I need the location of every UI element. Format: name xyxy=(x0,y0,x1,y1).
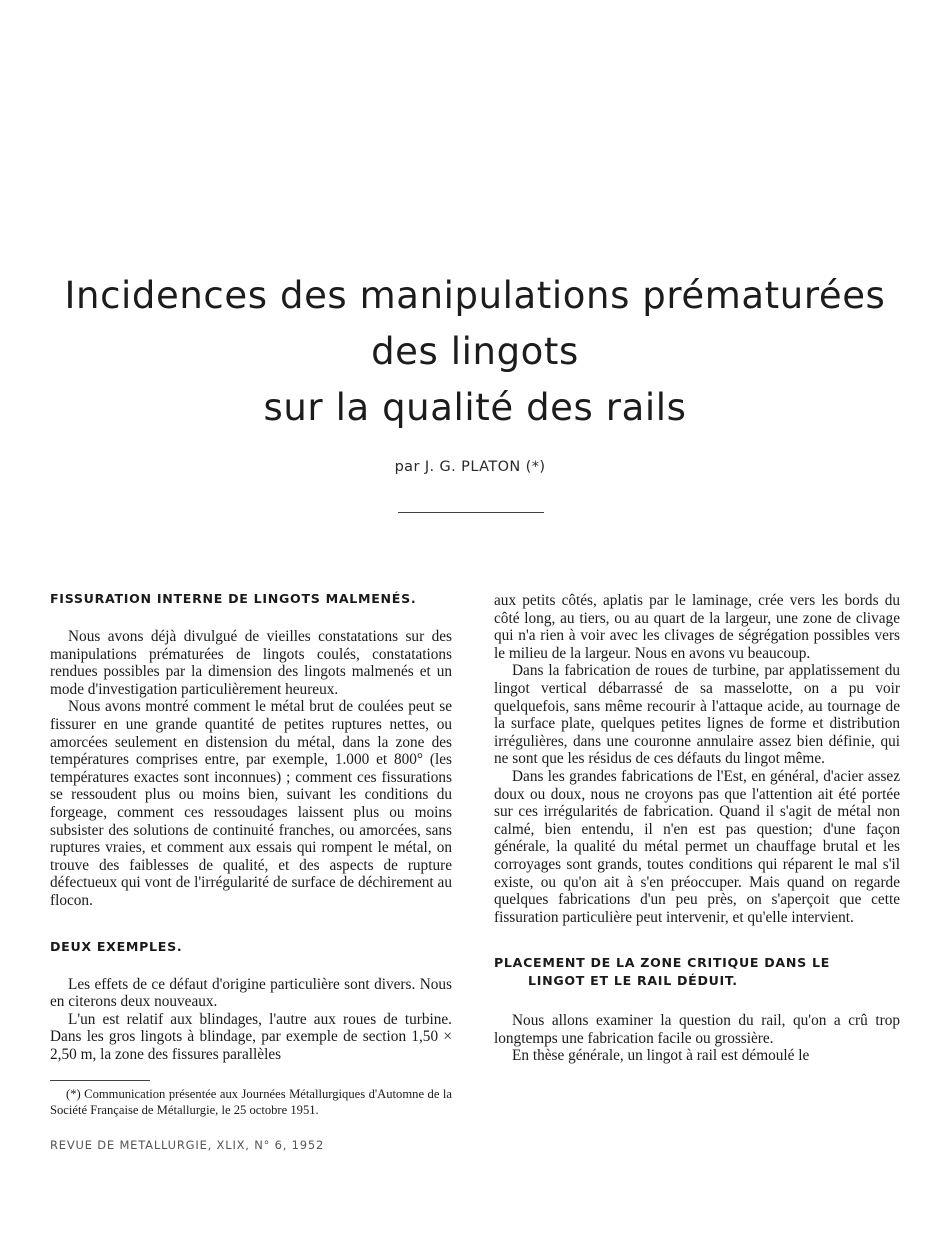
paragraph: Nous allons examiner la question du rail, qu'on a crû trop longtemps une fabrication facile ou grossière. xyxy=(494,1012,900,1047)
journal-reference: REVUE DE METALLURGIE, XLIX, N° 6, 1952 xyxy=(50,1138,325,1152)
section-heading-exemples: DEUX EXEMPLES. xyxy=(50,938,183,954)
title-line-1: Incidences des manipulations prématurées xyxy=(64,274,886,317)
title-line-2: des lingots xyxy=(371,330,579,373)
article-title xyxy=(40,268,910,436)
paragraph: Nous avons montré comment le métal brut de coulées peut se fissurer en une grande quantité de petites ruptures nettes, ou amorcées seulement en distension du métal, dans la zone des températures comprises entre, par exemple, 1.000 et 800° (les températures exactes sont inconnues) ; comment ces fissurations se ressoudent plus ou moins bien, suivant les conditions du forgeage, comment ces ressoudages laissent plus ou moins subsister des solutions de continuité franches, ou amorcées, sans ruptures vraies, et comment aux essais qui rompent le métal, on trouve des faiblesses de qualité, et des aspects de rupture défectueux qui vont de l'irrégularité de surface de déchirement au flocon. xyxy=(50,698,452,909)
section-heading-fissuration: FISSURATION INTERNE DE LINGOTS MALMENÉS. xyxy=(50,591,417,606)
heading-line-1: PLACEMENT DE LA ZONE CRITIQUE DANS LE xyxy=(494,955,831,971)
title-divider xyxy=(398,512,544,513)
footnote-divider xyxy=(50,1080,150,1081)
left-column xyxy=(50,590,452,1063)
heading-line-2: LINGOT ET LE RAIL DÉDUIT. xyxy=(528,973,738,989)
paragraph: Nous avons déjà divulgué de vieilles constatations sur des manipulations prématurées de lingots coulés, constatations rendues possibles par la dimension des lingots malmenés et un mode d'investigation particulièrement heureux. xyxy=(50,628,452,698)
paragraph: aux petits côtés, aplatis par le laminage, crée vers les bords du côté long, au tiers, ou au quart de la largeur, une zone de clivage qui n'a rien à voir avec les clivages de ségrégation possibles vers le milieu de la largeur. Nous en avons vu beaucoup. xyxy=(494,592,900,662)
right-column xyxy=(494,592,900,1065)
paragraph: Les effets de ce défaut d'origine particulière sont divers. Nous en citerons deux nouveaux. xyxy=(50,975,452,1011)
paragraph: Dans les grandes fabrications de l'Est, en général, d'acier assez doux ou doux, nous ne croyons pas que l'attention ait été portée sur ces irrégularités de fabrication. Quand il s'agit de métal non calmé, bien entendu, il n'en est pas question; d'une façon générale, la qualité du métal permet un chauffage brutal et les corroyages sont grands, toutes conditions qui réparent le mal s'il existe, ou qu'on ait à s'en préoccuper. Mais quand on regarde quelques fabrications d'un peu près, on s'aperçoit que cette fissuration particulière peut intervenir, et qu'elle intervient. xyxy=(494,767,900,926)
title-line-3: sur la qualité des rails xyxy=(263,386,687,429)
paragraph: En thèse générale, un lingot à rail est démoulé le xyxy=(512,1047,810,1065)
paragraph: Dans la fabrication de roues de turbine, par applatissement du lingot vertical débarrassé de sa masselotte, on a pu voir quelquefois, sans même recourir à l'attaque acide, au tournage de la surface plate, quelques petites lignes de forme et distribution irrégulières, dans une couronne annulaire assez bien définie, qui ne sont que les résidus de ces défauts du lingot même. xyxy=(494,662,900,768)
author-byline: par J. G. PLATON (*) xyxy=(394,459,546,475)
footnote: (*) Communication présentée aux Journées Métallurgiques d'Automne de la Société Française de Métallurgie, le 25 octobre 1951. xyxy=(50,1087,452,1117)
paragraph: L'un est relatif aux blindages, l'autre aux roues de turbine. Dans les gros lingots à blindage, par exemple de section 1,50 × 2,50 m, la zone des fissures parallèles xyxy=(50,1010,452,1063)
section-heading-placement xyxy=(494,954,900,990)
